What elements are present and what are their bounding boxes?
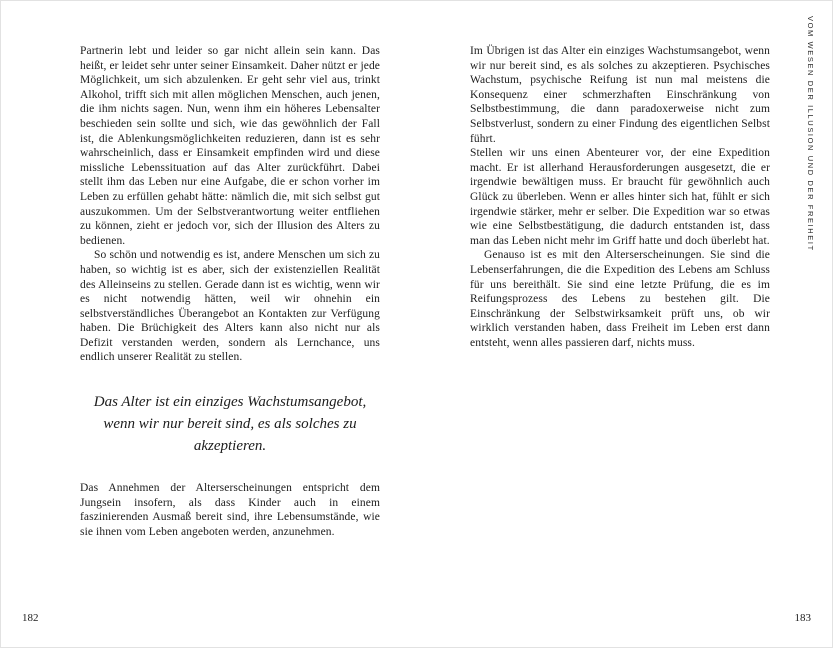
paragraph: Das Annehmen der Alterserscheinungen entspricht dem Jungsein insofern, als dass Kinder auch in einem faszinierenden Ausmaß bereit sind, ihre Lebensumstände, wie sie ihnen vom Leben angeboten werden, anzunehmen. (80, 482, 380, 538)
pull-quote: Das Alter ist ein einziges Wachstumsangebot, wenn wir nur bereit sind, es als solches zu akzeptieren. (93, 394, 367, 455)
right-page (470, 44, 770, 350)
paragraph: Im Übrigen ist das Alter ein einziges Wachstumsangebot, wenn wir nur bereit sind, es als solches zu akzeptieren. Psychisches Wachstum, psychische Reifung ist nun mal meistens die Konsequenz einer schmerzhaften Einschränkung von Selbstbestimmung, die dann paradoxerweise nicht zum Selbstverlust, sondern zu einer Findung des eigentlichen Selbst führt. (470, 45, 770, 145)
paragraph: Genauso ist es mit den Alterserscheinungen. Sie sind die Lebenserfahrungen, die die Expedition des Lebens am Schluss für uns bereithält. Sie sind eine letzte Prüfung, die es im Reifungsprozess des Lebens zu bestehen gilt. Die Einschränkung der Selbstwirksamkeit prüft uns, ob wir wirklich verstanden haben, dass Freiheit im Leben erst dann entsteht, wenn alles passieren darf, nichts muss. (470, 249, 770, 349)
paragraph: So schön und notwendig es ist, andere Menschen um sich zu haben, so wichtig ist es aber, sich der existenziellen Realität des Alleinseins zu stellen. Gerade dann ist es wichtig, wenn wir es nicht notwendig hätten, weil wir ohnehin ein selbstverständliches Überangebot an Kontakten zur Verfügung haben. Die Brüchigkeit des Alters kann also nicht nur als Defizit verstanden werden, sondern als Lernchance, uns endlich unserer Realität zu stellen. (80, 249, 380, 364)
running-head: VOM WESEN DER ILLUSION UND DER FREIHEIT (806, 16, 815, 252)
left-page (80, 44, 380, 539)
paragraph: Stellen wir uns einen Abenteurer vor, der eine Expedition macht. Er ist allerhand Herausforderungen ausgesetzt, die er irgendwie bewältigen muss. Er braucht für gewöhnlich auch Glück zu überleben. Wenn er alles hinter sich hat, fühlt er sich irgendwie stärker, mehr er selber. Die Expedition war so etwas wie eine Selbstbestätigung, die dadurch entstanden ist, dass man das Leben nicht mehr im Griff hatte und doch überlebt hat. (470, 147, 770, 247)
page-number-left: 182 (22, 612, 39, 624)
paragraph: Partnerin lebt und leider so gar nicht allein sein kann. Das heißt, er leidet sehr unter seiner Einsamkeit. Daher nützt er jede Möglichkeit, um sich abzulenken. Er geht sehr viel aus, trinkt Alkohol, trifft sich mit allen möglichen Menschen, auch jenen, die ihm nichts sagen. Nun, wenn ihm ein höheres Lebensalter beschieden sein sollte und sich, wie das gewöhnlich der Fall ist, die Ablenkungsmöglichkeiten reduzieren, dann ist es sehr wahrscheinlich, dass er Einsamkeit empfinden wird und diese missliche Lebenssituation auf das Alter zurückführt. Dabei stellt ihm das Leben nur eine Aufgabe, die er schon vorher im Leben zu erfüllen gehabt hätte: nämlich die, mit sich selbst gut auszukommen. Um der Selbstverantwortung weiter entfliehen zu können, zieht er jedoch vor, sich der Illusion des Alters zu bedienen. (80, 45, 380, 247)
page-number-right: 183 (794, 612, 811, 624)
